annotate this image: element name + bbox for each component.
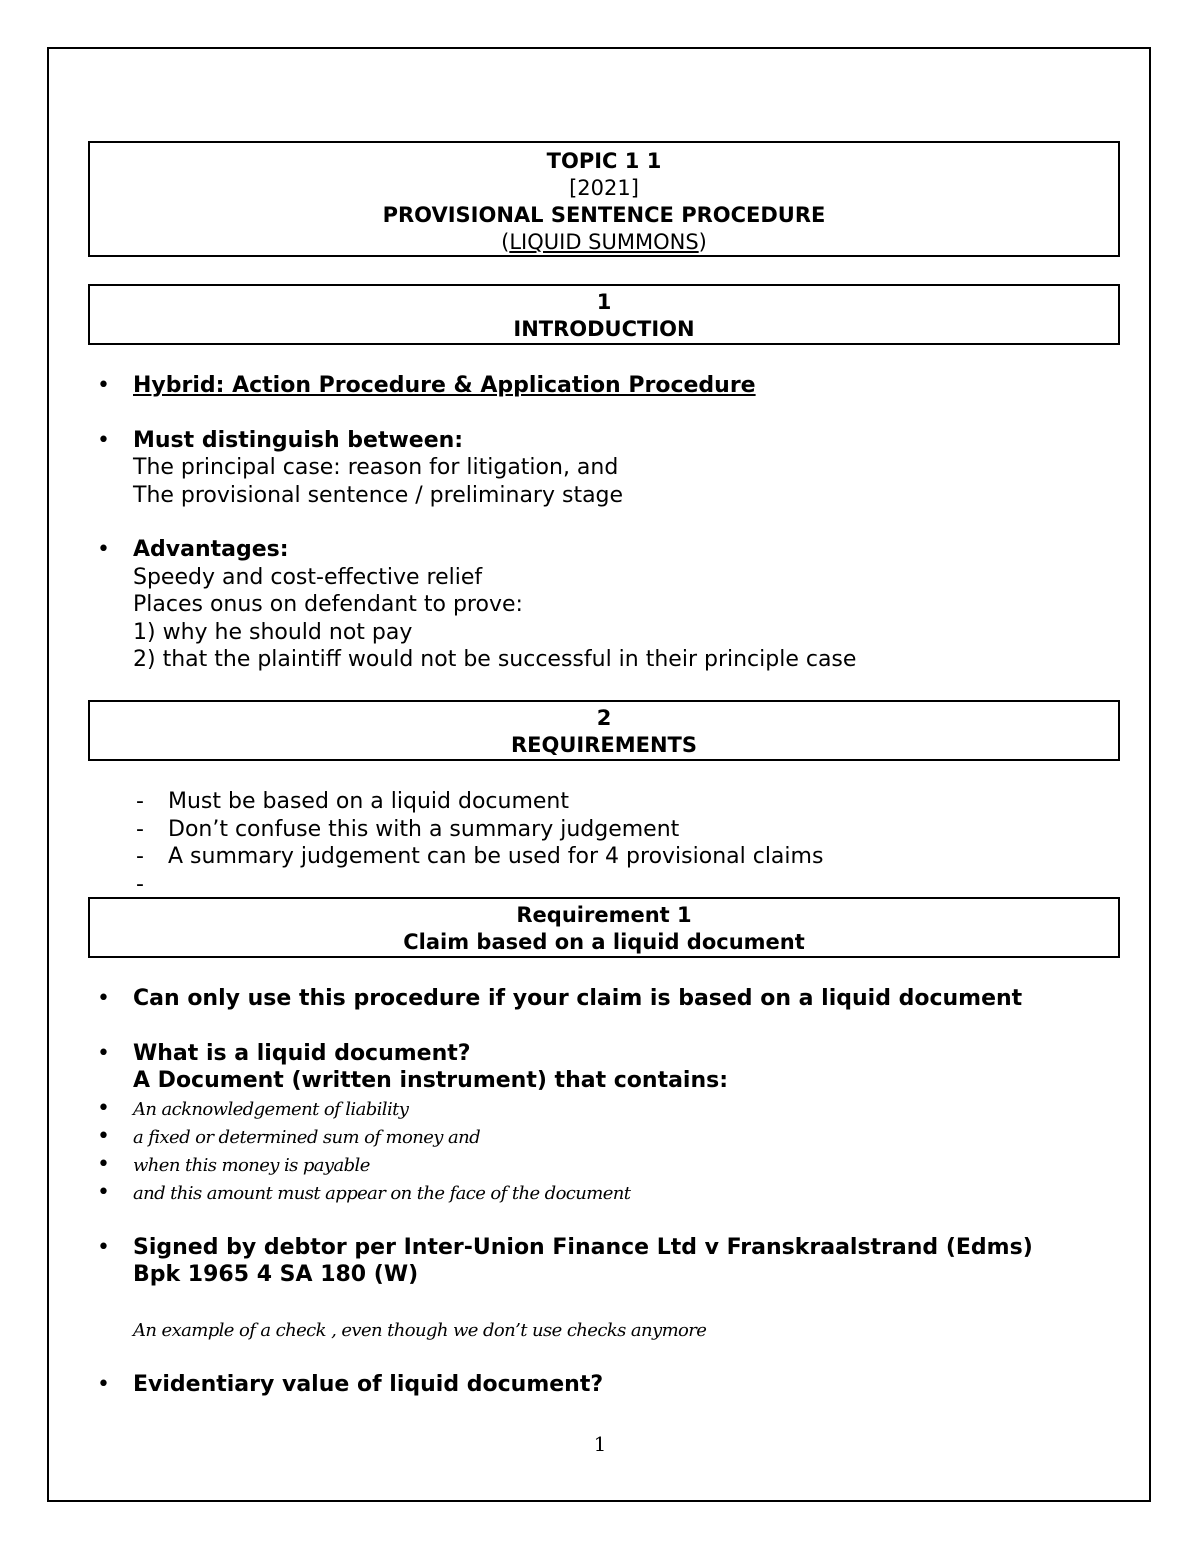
example-note: An example of a check , even though we don’t use checks anymore bbox=[133, 1319, 707, 1341]
requirement-1-list bbox=[88, 985, 1148, 1398]
section-2-title: REQUIREMENTS bbox=[510, 733, 698, 757]
section-1-title: INTRODUCTION bbox=[513, 317, 695, 341]
bullet-icon: • bbox=[97, 1123, 110, 1149]
bullet-icon: • bbox=[97, 1040, 110, 1066]
bullet-icon: • bbox=[97, 537, 110, 562]
topic-title: PROVISIONAL SENTENCE PROCEDURE bbox=[382, 203, 826, 227]
topic-subtitle: (LIQUID SUMMONS) bbox=[501, 230, 707, 254]
section-2-box bbox=[88, 700, 1120, 761]
list-item: • Evidentiary value of liquid document? bbox=[97, 1371, 604, 1397]
bullet-icon: • bbox=[97, 1151, 110, 1177]
section-1-box bbox=[88, 284, 1120, 345]
requirement-1-heading: Requirement 1 bbox=[516, 903, 692, 927]
list-item: • Must distinguish between: The principal case: reason for litigation, and The provisional sentence / preliminary stage bbox=[97, 427, 624, 508]
requirement-1-title: Claim based on a liquid document bbox=[403, 930, 805, 954]
list-item: • and this amount must appear on the face of the document bbox=[97, 1179, 631, 1205]
list-item: - Don’t confuse this with a summary judgement bbox=[136, 816, 680, 842]
list-item: - A summary judgement can be used for 4 provisional claims bbox=[136, 844, 824, 869]
dash-icon: - bbox=[136, 871, 144, 887]
intro-list bbox=[88, 372, 1148, 674]
bullet-icon: • bbox=[97, 1179, 110, 1205]
topic-heading: TOPIC 1 1 bbox=[546, 149, 662, 173]
topic-year: [2021] bbox=[569, 176, 639, 200]
bullet-icon: • bbox=[97, 1234, 110, 1260]
list-item: - Must be based on a liquid document bbox=[136, 789, 569, 814]
list-item: • An acknowledgement of liability bbox=[97, 1095, 409, 1121]
dash-icon: - bbox=[136, 789, 144, 814]
list-item: • What is a liquid document? A Document (written instrument) that contains: bbox=[97, 1040, 729, 1093]
bullet-icon: • bbox=[97, 427, 110, 453]
bullet-icon: • bbox=[97, 1371, 110, 1397]
list-item: • when this money is payable bbox=[97, 1151, 370, 1177]
list-item: • Can only use this procedure if your claim is based on a liquid document bbox=[97, 986, 1023, 1011]
section-2-number: 2 bbox=[596, 706, 612, 730]
list-item: • a fixed or determined sum of money and bbox=[97, 1123, 480, 1149]
dash-icon: - bbox=[136, 816, 144, 842]
section-1-number: 1 bbox=[596, 290, 612, 314]
title-box bbox=[88, 141, 1120, 257]
bullet-icon: • bbox=[97, 373, 110, 398]
page-number: 1 bbox=[593, 1432, 607, 1456]
list-item: • Advantages: Speedy and cost-effective relief Places onus on defendant to prove: 1) why he should not pay 2) that the plaintiff would not be successful in their principle case bbox=[97, 537, 857, 672]
requirement-1-box bbox=[88, 897, 1120, 958]
list-item: • Hybrid: Action Procedure & Application Procedure bbox=[97, 373, 756, 398]
list-item bbox=[88, 871, 1148, 887]
dash-icon: - bbox=[136, 844, 144, 869]
list-item: • Signed by debtor per Inter-Union Finance Ltd v Franskraalstrand (Edms) Bpk 1965 4 SA 180 (W) bbox=[97, 1234, 1033, 1287]
bullet-icon: • bbox=[97, 1095, 110, 1121]
bullet-icon: • bbox=[97, 986, 110, 1011]
requirements-list bbox=[88, 788, 1148, 887]
